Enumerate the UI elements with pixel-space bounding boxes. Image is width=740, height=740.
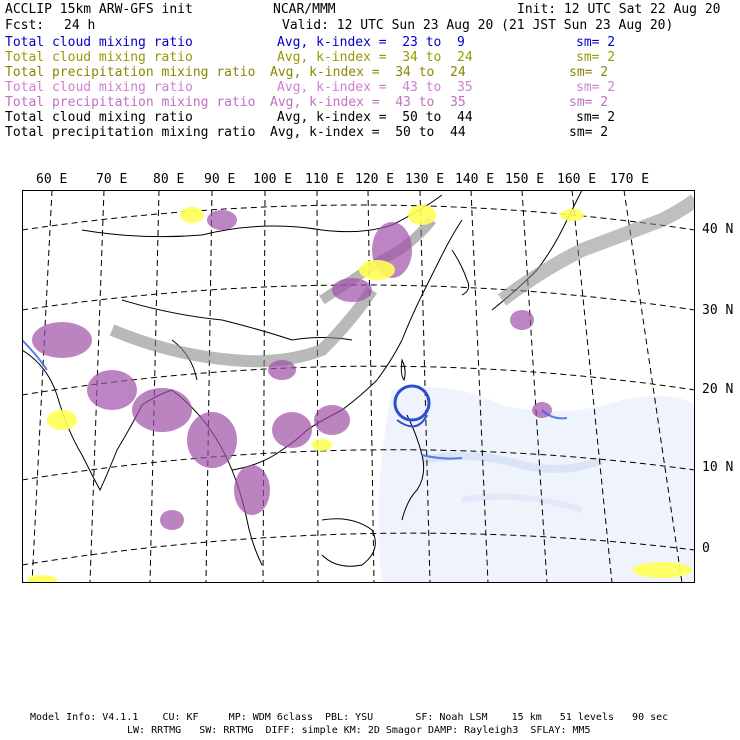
- legend-sm: sm= 2: [576, 35, 616, 50]
- legend-sm: sm= 2: [576, 110, 616, 125]
- legend-avg: Avg, k-index = 50 to 44: [270, 125, 466, 140]
- lat-label: 0: [702, 541, 710, 556]
- legend-avg: Avg, k-index = 43 to 35: [277, 80, 473, 95]
- lon-label: 90 E: [204, 172, 236, 187]
- lon-label: 80 E: [153, 172, 185, 187]
- legend-sm: sm= 2: [576, 50, 616, 65]
- legend-field: Total precipitation mixing ratio: [5, 95, 256, 110]
- legend-field: Total cloud mixing ratio: [5, 35, 193, 50]
- fcst-label: Fcst:: [5, 18, 45, 33]
- legend-sm: sm= 2: [576, 80, 616, 95]
- legend-sm: sm= 2: [569, 65, 609, 80]
- legend-avg: Avg, k-index = 34 to 24: [277, 50, 473, 65]
- lon-label: 150 E: [505, 172, 545, 187]
- lon-label: 170 E: [610, 172, 650, 187]
- model-info-line2: LW: RRTMG SW: RRTMG DIFF: simple KM: 2D Smagor DAMP: Rayleigh3 SFLAY: MM5: [127, 725, 591, 736]
- legend-field: Total precipitation mixing ratio: [5, 125, 256, 140]
- fcst-value: 24 h: [64, 18, 96, 33]
- valid-time: Valid: 12 UTC Sun 23 Aug 20 (21 JST Sun 23 Aug 20): [282, 18, 674, 33]
- lon-label: 60 E: [36, 172, 68, 187]
- legend-field: Total cloud mixing ratio: [5, 80, 193, 95]
- lon-label: 100 E: [253, 172, 293, 187]
- lat-label: 30 N: [702, 303, 734, 318]
- legend-field: Total cloud mixing ratio: [5, 110, 193, 125]
- lat-label: 10 N: [702, 460, 734, 475]
- legend-avg: Avg, k-index = 34 to 24: [270, 65, 466, 80]
- lon-label: 140 E: [455, 172, 495, 187]
- plot-title: ACCLIP 15km ARW-GFS init: [5, 2, 193, 17]
- lon-label: 120 E: [355, 172, 395, 187]
- lat-label: 20 N: [702, 382, 734, 397]
- lon-label: 130 E: [405, 172, 445, 187]
- legend-avg: Avg, k-index = 23 to 9: [277, 35, 465, 50]
- lon-label: 160 E: [557, 172, 597, 187]
- model-info-line1: Model Info: V4.1.1 CU: KF MP: WDM 6class PBL: YSU SF: Noah LSM 15 km 51 levels 90 sec: [30, 712, 669, 723]
- legend-avg: Avg, k-index = 43 to 35: [270, 95, 466, 110]
- lat-label: 40 N: [702, 222, 734, 237]
- lon-label: 110 E: [305, 172, 345, 187]
- legend-field: Total precipitation mixing ratio: [5, 65, 256, 80]
- legend-avg: Avg, k-index = 50 to 44: [277, 110, 473, 125]
- legend-sm: sm= 2: [569, 95, 609, 110]
- init-time: Init: 12 UTC Sat 22 Aug 20: [517, 2, 721, 17]
- lon-label: 70 E: [96, 172, 128, 187]
- legend-field: Total cloud mixing ratio: [5, 50, 193, 65]
- legend-sm: sm= 2: [569, 125, 609, 140]
- map-panel: [22, 190, 695, 583]
- center-label: NCAR/MMM: [273, 2, 336, 17]
